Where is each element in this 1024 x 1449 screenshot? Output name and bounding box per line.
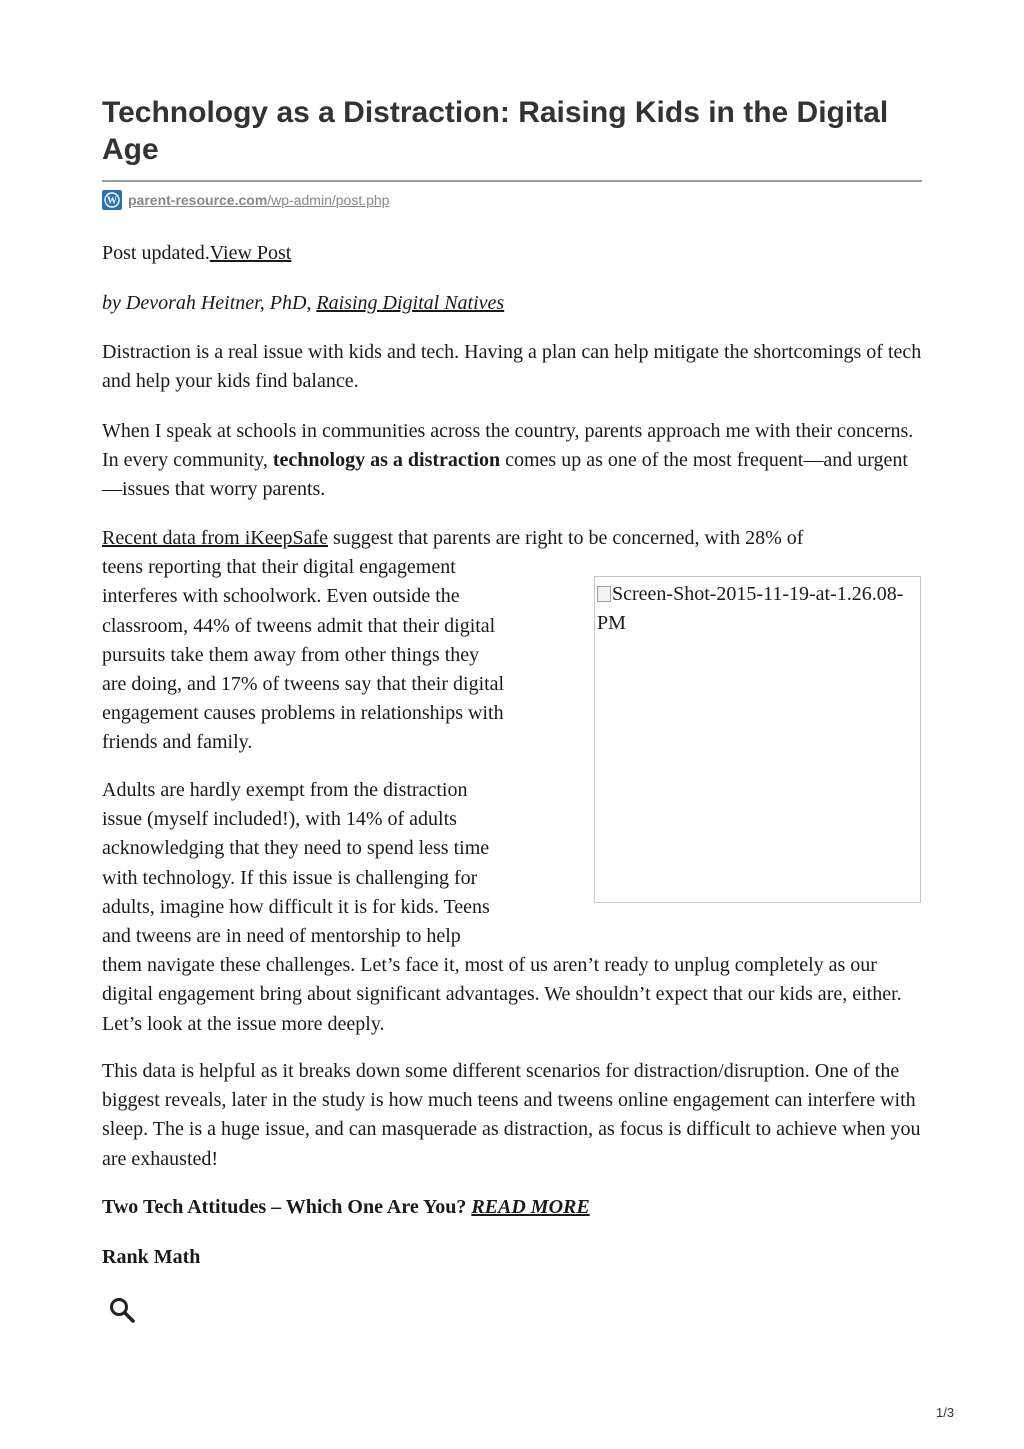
source-path: /wp-admin/post.php bbox=[267, 192, 390, 208]
page-title: Technology as a Distraction: Raising Kids in the Digital Age bbox=[102, 96, 889, 166]
paragraph-intro: Distraction is a real issue with kids and tech. Having a plan can help mitigate the shortcomings of tech and help your kids find balance. bbox=[102, 341, 922, 393]
para4-line: and tweens are in need of mentorship to help bbox=[102, 925, 461, 948]
raising-digital-natives-link[interactable]: Raising Digital Natives bbox=[316, 292, 505, 314]
para3-line: pursuits take them away from other things they bbox=[102, 643, 480, 666]
para4-line: adults, imagine how difficult it is for kids. Teens bbox=[102, 895, 490, 918]
source-link[interactable] bbox=[128, 192, 389, 208]
paragraph-sleep: This data is helpful as it breaks down some different scenarios for distraction/disruption. One of the biggest reveals, later in the study is how much teens and tweens online engagement can interfere with sleep. The is a huge issue, and can masquerade as distraction, as focus is difficult to achieve when you are exhausted! bbox=[102, 1060, 921, 1170]
para4-line: issue (myself included!), with 14% of adults bbox=[102, 808, 457, 831]
para4-line: acknowledging that they need to spend less time bbox=[102, 837, 490, 860]
source-domain: parent-resource.com bbox=[128, 192, 268, 208]
para4-line: with technology. If this issue is challenging for bbox=[102, 866, 478, 889]
para3-line: interferes with schoolwork. Even outside the bbox=[102, 585, 460, 608]
page-number: 1/3 bbox=[936, 1405, 955, 1420]
title-divider bbox=[102, 180, 922, 182]
image-alt: Screen-Shot-2015-11-19-at-1.26.08-PM bbox=[597, 583, 904, 634]
para2-after: comes up as one of the most frequent—and urgent—issues that worry parents. bbox=[102, 449, 908, 501]
post-updated-notice bbox=[102, 239, 922, 268]
para3-line: friends and family. bbox=[102, 731, 253, 754]
byline bbox=[102, 289, 922, 318]
para3-first-line bbox=[102, 524, 922, 553]
related-article bbox=[102, 1193, 922, 1222]
broken-image-icon bbox=[597, 586, 611, 602]
para3-line: teens reporting that their digital engagement bbox=[102, 556, 456, 579]
para3-line: are doing, and 17% of tweens say that their digital bbox=[102, 673, 505, 696]
image-alt-text bbox=[597, 580, 917, 638]
rank-math-label: Rank Math bbox=[102, 1246, 201, 1268]
para2-before: When I speak at schools in communities across the country, parents approach me with their concerns. In every community, bbox=[102, 420, 914, 472]
read-more-link[interactable]: READ MORE bbox=[471, 1196, 590, 1218]
byline-prefix: by Devorah Heitner, PhD, bbox=[102, 292, 317, 314]
para3-line: engagement causes problems in relationships with bbox=[102, 702, 504, 725]
para4-rest: them navigate these challenges. Let’s face it, most of us aren’t ready to unplug completely as our digital engagement bring about significant advantages. We shouldn’t expect that our kids are, either. Let’s look at the issue more deeply. bbox=[102, 954, 902, 1035]
notice-text: Post updated. bbox=[102, 242, 210, 264]
ikeepsafe-link[interactable]: Recent data from iKeepSafe bbox=[102, 527, 329, 549]
para3-line: classroom, 44% of tweens admit that their digital bbox=[102, 614, 496, 637]
para3-after-link: suggest that parents are right to be concerned, with 28% of bbox=[328, 527, 804, 549]
related-text: Two Tech Attitudes – Which One Are You? bbox=[102, 1196, 472, 1218]
svg-text:W: W bbox=[107, 195, 117, 207]
screenshot-image bbox=[594, 576, 921, 903]
wordpress-icon bbox=[102, 190, 122, 210]
source-url bbox=[102, 189, 389, 211]
search-icon[interactable] bbox=[108, 1296, 136, 1324]
para2-bold: technology as a distraction bbox=[272, 449, 501, 472]
paragraph-concerns bbox=[102, 417, 922, 505]
para4-line: Adults are hardly exempt from the distraction bbox=[102, 779, 468, 801]
view-post-link[interactable]: View Post bbox=[209, 242, 292, 264]
